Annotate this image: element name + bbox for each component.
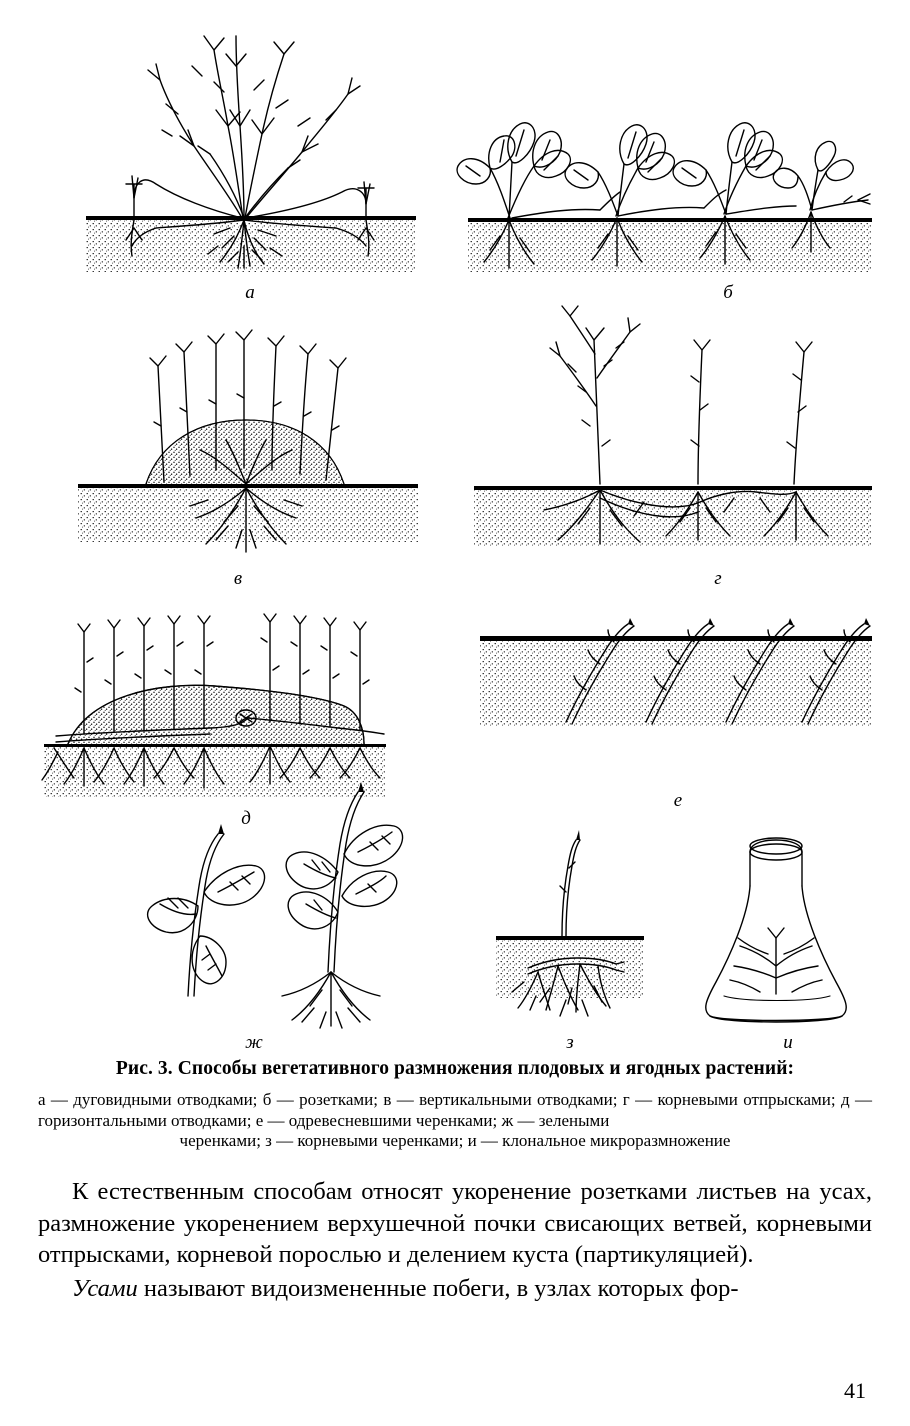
panel-label-e: е (673, 790, 683, 811)
figure-legend-line-2: отпрысками; д — горизонтальными отводками; е — одревесневшими черенками; ж — зелеными (38, 1090, 873, 1130)
panel-e-drawing (480, 618, 872, 727)
panel-z-drawing (496, 830, 644, 1016)
figure-legend (38, 1090, 872, 1152)
panel-g-drawing (474, 306, 872, 546)
paragraph-2-italic-term: Усами (72, 1274, 138, 1302)
panel-i-drawing (706, 838, 847, 1022)
paragraph-1: К естественным способам относят укоренение розетками листьев на усах, размножение укоренением верхушечной почки свисающих ветвей, корневыми отпрысками, корневой порослью и делением куста (партикуляцией). (38, 1178, 872, 1269)
body-text (38, 1176, 872, 1304)
figure-legend-line-1: а — дуговидными отводками; б — розетками; в — вертикальными отводками; г — корневыми (38, 1090, 738, 1109)
figure-caption: Рис. 3. Способы вегетативного размножения плодовых и ягодных растений: (115, 1058, 795, 1079)
figure-illustration (38, 6, 872, 1056)
page-number: 41 (844, 1378, 866, 1403)
panel-d-drawing (42, 614, 386, 797)
page (0, 6, 910, 1426)
panel-label-b: б (723, 282, 733, 303)
panel-label-g: г (714, 568, 722, 589)
panel-label-i: и (783, 1032, 793, 1053)
panel-zh-drawing (148, 782, 403, 1028)
panel-label-zh: ж (245, 1032, 263, 1053)
panel-label-d: д (241, 808, 251, 829)
paragraph-2-rest: называют видоизмененные побеги, в узлах которых фор- (137, 1274, 739, 1302)
panel-v-drawing (78, 330, 418, 552)
panel-label-a: а (245, 282, 255, 303)
panel-a-drawing (86, 36, 416, 272)
panel-label-v: в (233, 568, 243, 589)
paragraph-2 (38, 1273, 872, 1305)
panel-label-z: з (566, 1032, 574, 1053)
figure-legend-line-3: черенками; з — корневыми черенками; и — клональное микроразмножение (179, 1131, 731, 1151)
panel-b-drawing (457, 123, 872, 272)
